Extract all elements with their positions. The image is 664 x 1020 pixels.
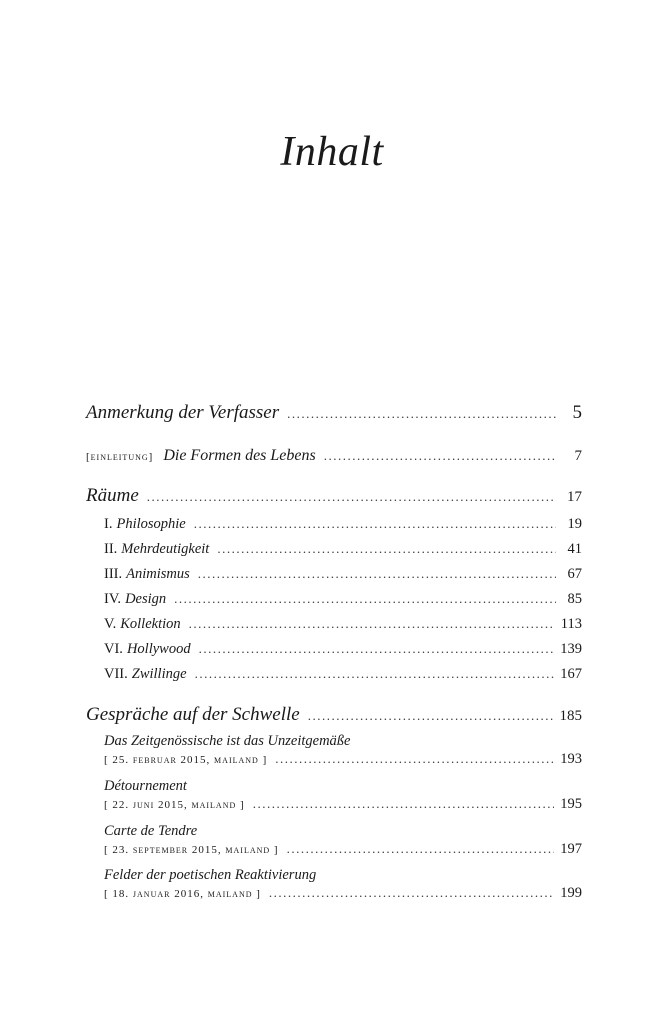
leader-dots — [287, 406, 556, 422]
chapter-number: VI. — [104, 641, 123, 657]
page-title: Inhalt — [280, 129, 384, 175]
leader-dots — [253, 796, 555, 812]
toc-page: 85 — [567, 591, 582, 607]
toc-page: 185 — [559, 708, 582, 724]
toc-page: 41 — [567, 541, 582, 557]
toc-label: Hollywood — [126, 641, 191, 657]
toc-entry-raeume-1[interactable] — [104, 516, 582, 533]
chapter-number: IV. — [104, 591, 122, 607]
conversation-date: [ 18. januar 2016, mailand ] — [104, 888, 261, 900]
toc-page: 167 — [560, 666, 582, 682]
toc-entry-raeume-3[interactable] — [104, 566, 582, 583]
toc-page: 113 — [560, 616, 582, 632]
toc-page: 7 — [574, 448, 582, 464]
toc-entry-raeume-6[interactable] — [104, 641, 582, 658]
conversation-date: [ 22. juni 2015, mailand ] — [104, 799, 245, 811]
chapter-number: VII. — [104, 666, 128, 682]
toc-label: Animismus — [126, 566, 190, 582]
toc-page: 19 — [567, 516, 582, 532]
leader-dots — [199, 641, 555, 657]
toc-label: Räume — [86, 485, 139, 506]
toc-label: Die Formen des Lebens — [163, 447, 316, 464]
toc-page: 199 — [560, 885, 582, 901]
chapter-number: I. — [104, 516, 113, 532]
leader-dots — [195, 666, 555, 682]
toc-label: Philosophie — [116, 516, 186, 532]
leader-dots — [198, 566, 556, 582]
leader-dots — [147, 489, 556, 505]
conversation-date: [ 23. september 2015, mailand ] — [104, 844, 279, 856]
toc-label: Zwillinge — [131, 666, 187, 682]
leader-dots — [324, 448, 556, 464]
conversation-title: Détournement — [104, 778, 187, 794]
toc-entry-gespraech-1[interactable] — [104, 751, 582, 768]
leader-dots — [189, 616, 555, 632]
leader-dots — [269, 885, 554, 901]
conversation-title: Felder der poetischen Reaktivierung — [104, 867, 317, 883]
conversation-title: Das Zeitgenössische ist das Unzeitgemäße — [104, 733, 351, 749]
leader-dots — [174, 591, 556, 607]
conversation-title: Carte de Tendre — [104, 823, 198, 839]
toc-page: 195 — [560, 796, 582, 812]
toc-label: Kollektion — [120, 616, 181, 632]
toc-entry-gespraech-4[interactable] — [104, 885, 582, 902]
toc-entry-gespraech-2[interactable] — [104, 796, 582, 813]
toc-label: Design — [125, 591, 167, 607]
toc-entry-raeume-5[interactable] — [104, 616, 582, 633]
leader-dots — [287, 841, 555, 857]
toc-entry-raeume[interactable] — [86, 485, 582, 507]
toc-page: 67 — [567, 566, 582, 582]
toc-page: 5 — [572, 402, 582, 423]
toc-entry-gespraeche[interactable] — [86, 704, 582, 726]
chapter-number: III. — [104, 566, 123, 582]
toc-entry-intro[interactable] — [86, 447, 582, 465]
conversation-date: [ 25. februar 2015, mailand ] — [104, 754, 268, 766]
toc-page: 17 — [567, 489, 582, 505]
section-tag: [einleitung] — [86, 451, 154, 463]
leader-dots — [275, 751, 554, 767]
toc-entry-gespraech-3[interactable] — [104, 841, 582, 858]
toc-label: Mehrdeutigkeit — [121, 541, 210, 557]
leader-dots — [308, 708, 554, 724]
toc-page: 197 — [560, 841, 582, 857]
toc-entry-raeume-2[interactable] — [104, 541, 582, 558]
chapter-number: II. — [104, 541, 118, 557]
toc-label: Anmerkung der Verfasser — [86, 402, 280, 423]
chapter-number: V. — [104, 616, 117, 632]
leader-dots — [217, 541, 556, 557]
toc-entry-raeume-7[interactable] — [104, 666, 582, 683]
leader-dots — [194, 516, 556, 532]
toc-page: 193 — [560, 751, 582, 767]
toc-entry-raeume-4[interactable] — [104, 591, 582, 608]
toc-label: Gespräche auf der Schwelle — [86, 704, 300, 725]
toc-entry-note[interactable] — [86, 402, 582, 424]
toc-page: 139 — [560, 641, 582, 657]
